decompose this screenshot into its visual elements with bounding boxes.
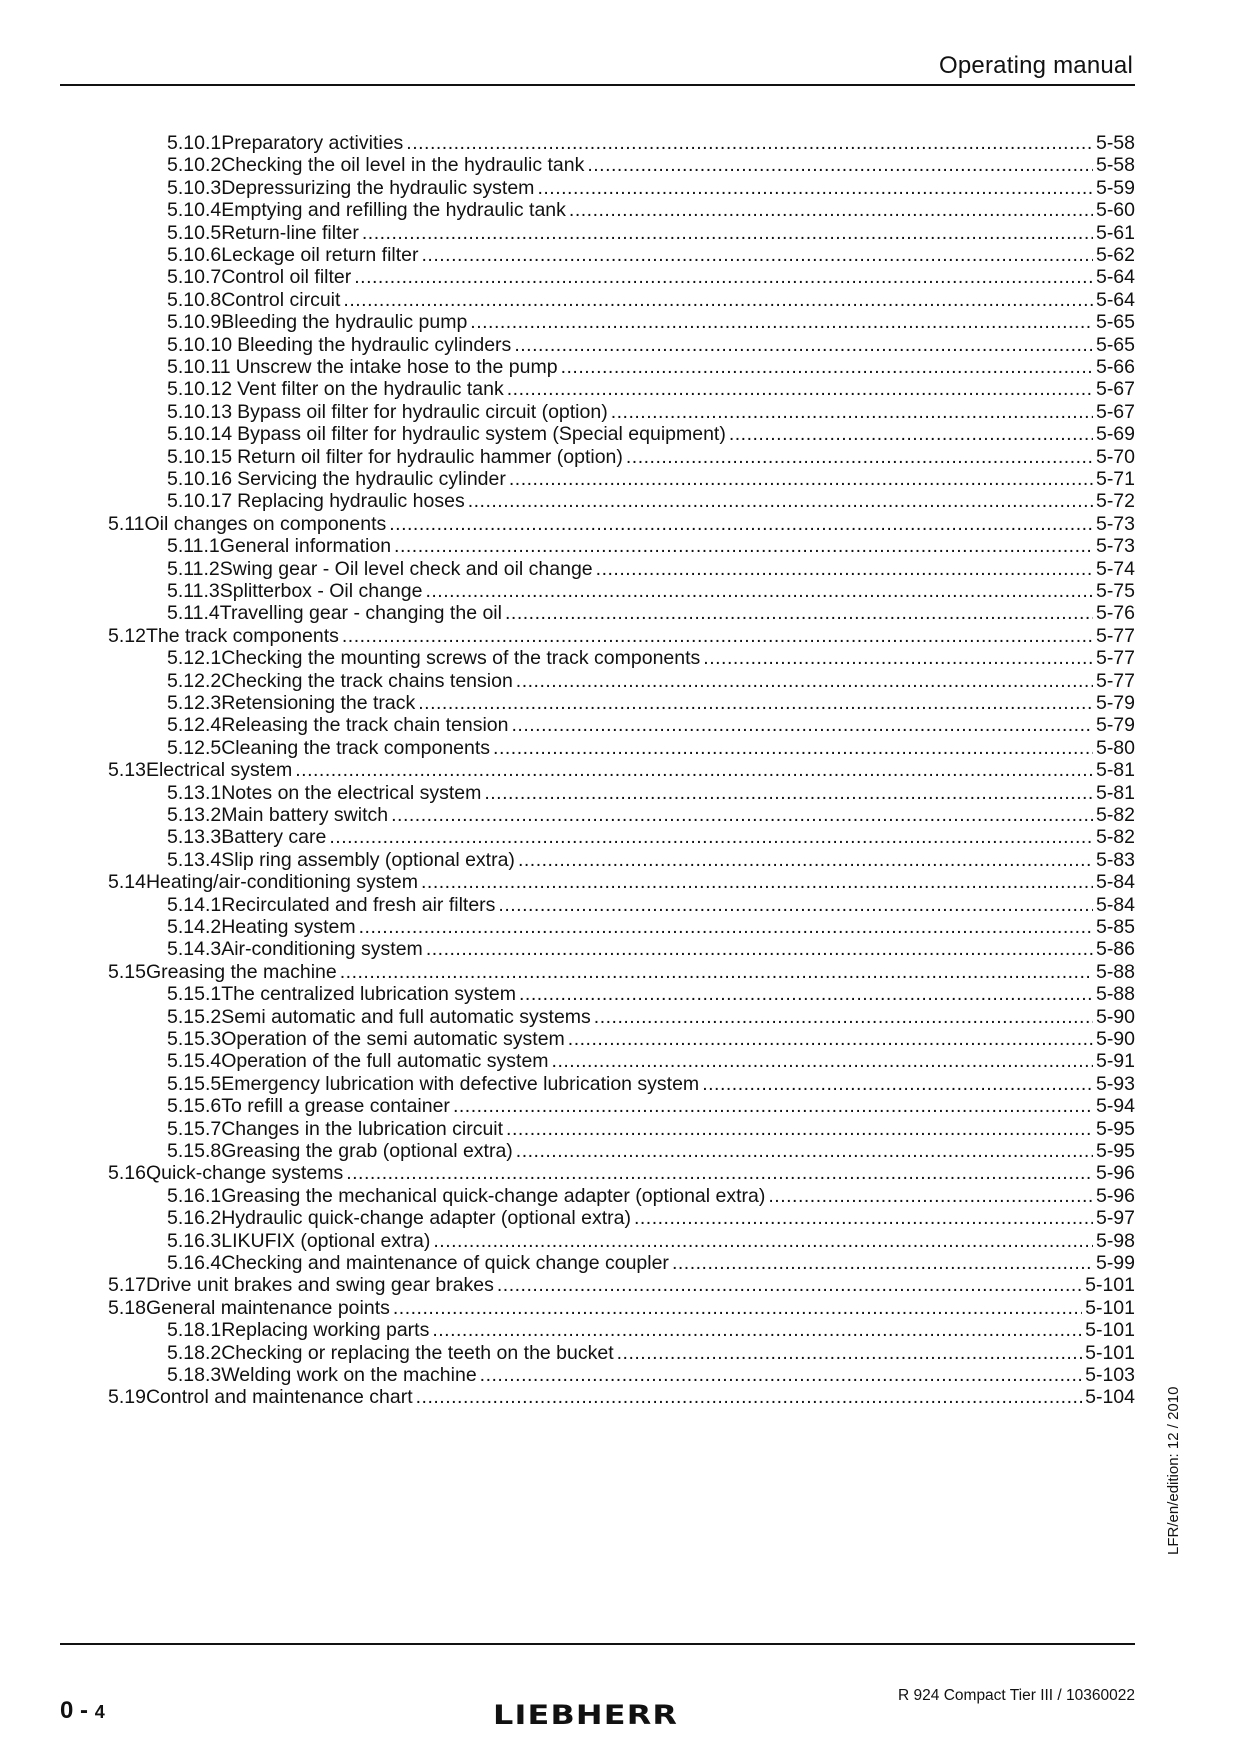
toc-dot-leader bbox=[537, 176, 1093, 201]
toc-dot-leader bbox=[514, 333, 1093, 358]
toc-number: 5.14.1 bbox=[167, 893, 222, 916]
toc-subsection-row bbox=[167, 422, 1135, 447]
toc-page-ref: 5-85 bbox=[1095, 916, 1135, 938]
toc-subsection-row bbox=[167, 288, 1135, 313]
toc-page-ref: 5-93 bbox=[1095, 1072, 1135, 1095]
toc-subsection-row bbox=[167, 1206, 1135, 1231]
toc-dot-leader bbox=[594, 1005, 1093, 1030]
toc-page-ref: 5-90 bbox=[1095, 1005, 1135, 1028]
toc-page-ref: 5-84 bbox=[1095, 871, 1135, 894]
toc-title: Checking or replacing the teeth on the bucket bbox=[221, 1341, 614, 1364]
toc-number: 5.15.6 bbox=[167, 1095, 222, 1118]
toc-page-ref: 5-81 bbox=[1095, 759, 1135, 782]
toc-subsection-row bbox=[167, 221, 1135, 246]
toc-subsection-row bbox=[167, 1318, 1135, 1343]
toc-subsection-row bbox=[167, 243, 1135, 268]
toc-number: 5.13.4 bbox=[167, 848, 222, 871]
toc-subsection-row bbox=[167, 982, 1135, 1007]
toc-subsection-row bbox=[167, 1229, 1135, 1254]
toc-section-row bbox=[108, 1161, 1135, 1186]
toc-subsection-row bbox=[167, 153, 1135, 178]
toc-title: Bleeding the hydraulic pump bbox=[221, 311, 468, 334]
toc-dot-leader bbox=[295, 758, 1093, 783]
toc-title: Control oil filter bbox=[221, 266, 352, 289]
toc-dot-leader bbox=[389, 512, 1093, 537]
toc-number: 5.10.14 bbox=[167, 423, 233, 446]
toc-page-ref: 5-84 bbox=[1095, 893, 1135, 916]
toc-number: 5.11.2 bbox=[167, 557, 220, 580]
toc-dot-leader bbox=[509, 467, 1093, 492]
toc-subsection-row bbox=[167, 1072, 1135, 1097]
toc-page-ref: 5-67 bbox=[1095, 378, 1135, 401]
toc-dot-leader bbox=[484, 781, 1093, 806]
toc-title: Slip ring assembly (optional extra) bbox=[221, 848, 515, 871]
toc-number: 5.12.1 bbox=[167, 647, 222, 670]
toc-dot-leader bbox=[426, 937, 1093, 962]
toc-dot-leader bbox=[672, 1251, 1093, 1276]
toc-dot-leader bbox=[568, 1027, 1093, 1052]
toc-title: Quick-change systems bbox=[145, 1162, 344, 1185]
toc-page-ref: 5-86 bbox=[1095, 938, 1135, 961]
toc-number: 5.15 bbox=[108, 960, 146, 983]
edition-label: LFR/en/edition: 12 / 2010 bbox=[1165, 1386, 1182, 1555]
toc-number: 5.18.3 bbox=[167, 1364, 222, 1386]
toc-subsection-row bbox=[167, 1184, 1135, 1209]
toc-dot-leader bbox=[519, 982, 1093, 1007]
toc-number: 5.12.5 bbox=[167, 736, 222, 759]
toc-title: Changes in the lubrication circuit bbox=[221, 1117, 504, 1140]
toc-dot-leader bbox=[587, 153, 1093, 178]
toc-title: Return oil filter for hydraulic hammer (option) bbox=[237, 445, 623, 468]
toc-title: Electrical system bbox=[145, 759, 293, 782]
toc-dot-leader bbox=[425, 579, 1093, 604]
toc-number: 5.15.4 bbox=[167, 1050, 222, 1073]
toc-number: 5.16.2 bbox=[167, 1207, 222, 1230]
toc-dot-leader bbox=[511, 713, 1092, 738]
toc-page-ref: 5-75 bbox=[1095, 580, 1135, 602]
toc-section-row bbox=[108, 1296, 1135, 1321]
toc-number: 5.10.7 bbox=[167, 266, 222, 289]
toc-title: Drive unit brakes and swing gear brakes bbox=[145, 1274, 494, 1297]
toc-dot-leader bbox=[418, 691, 1093, 716]
toc-dot-leader bbox=[354, 265, 1093, 290]
toc-section-row bbox=[108, 870, 1135, 895]
toc-number: 5.15.2 bbox=[167, 1005, 222, 1028]
toc-number: 5.10.11 bbox=[167, 356, 231, 378]
toc-subsection-row bbox=[167, 176, 1135, 201]
toc-page-ref: 5-72 bbox=[1095, 490, 1135, 513]
toc-dot-leader bbox=[518, 848, 1093, 873]
toc-dot-leader bbox=[561, 355, 1093, 380]
toc-dot-leader bbox=[340, 960, 1093, 985]
toc-number: 5.17 bbox=[108, 1274, 146, 1297]
toc-title: Heating/air-conditioning system bbox=[145, 871, 419, 894]
page-number-sub: 4 bbox=[94, 1702, 105, 1722]
toc-title: Notes on the electrical system bbox=[221, 781, 482, 804]
toc-number: 5.10.4 bbox=[167, 199, 222, 222]
toc-page-ref: 5-82 bbox=[1095, 804, 1135, 826]
toc-title: Control circuit bbox=[221, 288, 341, 311]
toc-number: 5.10.5 bbox=[167, 221, 222, 244]
toc-title: Operation of the full automatic system bbox=[221, 1050, 549, 1073]
toc-subsection-row bbox=[167, 310, 1135, 335]
toc-number: 5.13 bbox=[108, 759, 146, 782]
toc-dot-leader bbox=[703, 646, 1093, 671]
toc-title: The track components bbox=[145, 624, 339, 647]
toc-subsection-row bbox=[167, 1005, 1135, 1030]
toc-page-ref: 5-82 bbox=[1095, 826, 1135, 849]
toc-title: Hydraulic quick-change adapter (optional extra) bbox=[221, 1207, 631, 1230]
toc-number: 5.13.1 bbox=[167, 781, 222, 804]
toc-page-ref: 5-73 bbox=[1095, 535, 1135, 558]
toc-page-ref: 5-65 bbox=[1095, 311, 1135, 334]
toc-title: Emergency lubrication with defective lubrication system bbox=[221, 1072, 700, 1095]
toc-subsection-row bbox=[167, 937, 1135, 962]
toc-page-ref: 5-97 bbox=[1095, 1207, 1135, 1230]
toc-page-ref: 5-95 bbox=[1095, 1117, 1135, 1140]
toc-page-ref: 5-66 bbox=[1095, 356, 1135, 378]
toc-subsection-row bbox=[167, 1049, 1135, 1074]
toc-page-ref: 5-83 bbox=[1095, 848, 1135, 871]
toc-page-ref: 5-88 bbox=[1095, 960, 1135, 983]
toc-page-ref: 5-60 bbox=[1095, 199, 1135, 222]
toc-number: 5.18 bbox=[108, 1296, 146, 1319]
toc-dot-leader bbox=[453, 1094, 1093, 1119]
toc-page-ref: 5-101 bbox=[1085, 1319, 1135, 1342]
toc-page-ref: 5-95 bbox=[1095, 1140, 1135, 1162]
toc-number: 5.15.8 bbox=[167, 1140, 222, 1162]
toc-subsection-row bbox=[167, 131, 1135, 156]
toc-dot-leader bbox=[516, 669, 1093, 694]
toc-title: Swing gear - Oil level check and oil change bbox=[219, 557, 593, 580]
toc-subsection-row bbox=[167, 713, 1135, 738]
toc-dot-leader bbox=[505, 601, 1093, 626]
toc-subsection-row bbox=[167, 915, 1135, 940]
toc-number: 5.12 bbox=[108, 624, 146, 647]
toc-subsection-row bbox=[167, 377, 1135, 402]
footer-rule bbox=[60, 1643, 1135, 1645]
toc-number: 5.16 bbox=[108, 1162, 146, 1185]
toc-subsection-row bbox=[167, 1139, 1135, 1164]
toc-title: Servicing the hydraulic cylinder bbox=[237, 468, 506, 490]
model-reference: R 924 Compact Tier III / 10360022 bbox=[898, 1687, 1135, 1704]
toc-page-ref: 5-73 bbox=[1095, 512, 1135, 535]
toc-number: 5.15.5 bbox=[167, 1072, 222, 1095]
toc-title: Greasing the grab (optional extra) bbox=[221, 1140, 513, 1162]
toc-page-ref: 5-76 bbox=[1095, 602, 1135, 625]
toc-number: 5.10.1 bbox=[167, 132, 222, 154]
toc-section-row bbox=[108, 960, 1135, 985]
page-number-main: 0 - bbox=[60, 1697, 89, 1724]
toc-number: 5.13.2 bbox=[167, 804, 222, 826]
toc-dot-leader bbox=[343, 288, 1093, 313]
toc-subsection-row bbox=[167, 355, 1135, 380]
toc-dot-leader bbox=[493, 736, 1093, 761]
toc-dot-leader bbox=[552, 1049, 1093, 1074]
toc-title: Depressurizing the hydraulic system bbox=[221, 176, 535, 199]
toc-subsection-row bbox=[167, 579, 1135, 604]
toc-dot-leader bbox=[421, 870, 1093, 895]
toc-dot-leader bbox=[729, 422, 1093, 447]
toc-title: Control and maintenance chart bbox=[145, 1386, 413, 1409]
toc-number: 5.14.3 bbox=[167, 938, 222, 961]
toc-subsection-row bbox=[167, 601, 1135, 626]
toc-title: Checking the oil level in the hydraulic tank bbox=[221, 154, 585, 177]
toc-subsection-row bbox=[167, 445, 1135, 470]
toc-subsection-row bbox=[167, 265, 1135, 290]
toc-section-row bbox=[108, 758, 1135, 783]
toc-subsection-row bbox=[167, 1341, 1135, 1366]
toc-page-ref: 5-69 bbox=[1095, 423, 1135, 446]
toc-number: 5.10.15 bbox=[167, 445, 233, 468]
toc-dot-leader bbox=[342, 624, 1093, 649]
toc-number: 5.12.4 bbox=[167, 714, 222, 737]
toc-page-ref: 5-99 bbox=[1095, 1252, 1135, 1274]
toc-title: Welding work on the machine bbox=[221, 1364, 477, 1386]
toc-dot-leader bbox=[422, 243, 1093, 268]
toc-subsection-row bbox=[167, 736, 1135, 761]
toc-title: The centralized lubrication system bbox=[221, 983, 517, 1006]
toc-page-ref: 5-65 bbox=[1095, 333, 1135, 356]
toc-page-ref: 5-58 bbox=[1095, 132, 1135, 154]
toc-page-ref: 5-94 bbox=[1095, 1095, 1135, 1118]
toc-title: Greasing the machine bbox=[145, 960, 337, 983]
toc-number: 5.10.8 bbox=[167, 288, 222, 311]
toc-number: 5.13.3 bbox=[167, 826, 222, 849]
toc-number: 5.19 bbox=[108, 1386, 146, 1409]
toc-number: 5.10.2 bbox=[167, 154, 222, 177]
toc-subsection-row bbox=[167, 825, 1135, 850]
toc-page-ref: 5-101 bbox=[1085, 1296, 1135, 1319]
toc-title: Preparatory activities bbox=[221, 132, 404, 154]
toc-subsection-row bbox=[167, 400, 1135, 425]
toc-subsection-row bbox=[167, 781, 1135, 806]
toc-page-ref: 5-59 bbox=[1095, 176, 1135, 199]
toc-page-ref: 5-67 bbox=[1095, 400, 1135, 423]
toc-title: Splitterbox - Oil change bbox=[219, 580, 423, 602]
toc-page-ref: 5-70 bbox=[1095, 445, 1135, 468]
toc-page-ref: 5-91 bbox=[1095, 1050, 1135, 1073]
toc-title: Bypass oil filter for hydraulic circuit (option) bbox=[237, 400, 608, 423]
toc-page-ref: 5-88 bbox=[1095, 983, 1135, 1006]
toc-number: 5.11.3 bbox=[167, 580, 220, 602]
toc-page-ref: 5-58 bbox=[1095, 154, 1135, 177]
toc-number: 5.11 bbox=[108, 512, 145, 535]
liebherr-logo: LIEBHERR bbox=[493, 1700, 679, 1731]
toc-number: 5.12.3 bbox=[167, 692, 222, 714]
toc-title: Air-conditioning system bbox=[221, 938, 423, 961]
toc-title: To refill a grease container bbox=[221, 1095, 450, 1118]
toc-page-ref: 5-61 bbox=[1095, 221, 1135, 244]
toc-number: 5.11.4 bbox=[167, 602, 220, 625]
toc-number: 5.12.2 bbox=[167, 669, 222, 692]
toc-dot-leader bbox=[470, 310, 1093, 335]
toc-title: Retensioning the track bbox=[221, 692, 416, 714]
toc-title: Return-line filter bbox=[221, 221, 359, 244]
toc-subsection-row bbox=[167, 333, 1135, 358]
toc-dot-leader bbox=[480, 1363, 1082, 1388]
toc-number: 5.16.3 bbox=[167, 1229, 222, 1252]
toc-page-ref: 5-96 bbox=[1095, 1184, 1135, 1207]
toc-page-ref: 5-64 bbox=[1095, 266, 1135, 289]
toc-number: 5.15.1 bbox=[167, 983, 222, 1006]
toc-title: Vent filter on the hydraulic tank bbox=[237, 378, 504, 401]
toc-title: Emptying and refilling the hydraulic tank bbox=[221, 199, 566, 222]
toc-subsection-row bbox=[167, 669, 1135, 694]
toc-dot-leader bbox=[393, 1296, 1082, 1321]
toc-section-row bbox=[108, 624, 1135, 649]
toc-title: General information bbox=[219, 535, 392, 558]
toc-dot-leader bbox=[359, 915, 1093, 940]
toc-subsection-row bbox=[167, 1363, 1135, 1388]
toc-dot-leader bbox=[346, 1161, 1093, 1186]
toc-dot-leader bbox=[569, 198, 1093, 223]
toc-page-ref: 5-77 bbox=[1095, 647, 1135, 670]
toc-title: Bypass oil filter for hydraulic system (Special equipment) bbox=[237, 423, 726, 446]
toc-section-row bbox=[108, 1273, 1135, 1298]
toc-number: 5.14.2 bbox=[167, 916, 222, 938]
page-header-title: Operating manual bbox=[939, 52, 1133, 79]
toc-dot-leader bbox=[611, 400, 1093, 425]
toc-page-ref: 5-71 bbox=[1095, 468, 1135, 490]
toc-subsection-row bbox=[167, 467, 1135, 492]
toc-dot-leader bbox=[498, 893, 1093, 918]
toc-dot-leader bbox=[626, 445, 1093, 470]
toc-subsection-row bbox=[167, 803, 1135, 828]
toc-dot-leader bbox=[433, 1229, 1093, 1254]
toc-title: Checking and maintenance of quick change coupler bbox=[221, 1252, 669, 1274]
toc-title: LIKUFIX (optional extra) bbox=[221, 1229, 431, 1252]
toc-page-ref: 5-77 bbox=[1095, 669, 1135, 692]
toc-subsection-row bbox=[167, 1094, 1135, 1119]
toc-title: Checking the track chains tension bbox=[221, 669, 513, 692]
toc-dot-leader bbox=[768, 1184, 1093, 1209]
toc-title: Greasing the mechanical quick-change adapter (optional extra) bbox=[221, 1184, 766, 1207]
toc-title: Cleaning the track components bbox=[221, 736, 491, 759]
toc-title: Unscrew the intake hose to the pump bbox=[235, 356, 558, 378]
toc-subsection-row bbox=[167, 1251, 1135, 1276]
toc-dot-leader bbox=[702, 1072, 1093, 1097]
toc-number: 5.10.10 bbox=[167, 333, 233, 356]
toc-page-ref: 5-96 bbox=[1095, 1162, 1135, 1185]
toc-number: 5.10.16 bbox=[167, 468, 233, 490]
toc-number: 5.10.13 bbox=[167, 400, 233, 423]
toc-dot-leader bbox=[506, 1117, 1093, 1142]
toc-subsection-row bbox=[167, 1117, 1135, 1142]
toc-page-ref: 5-62 bbox=[1095, 244, 1135, 266]
toc-section-row bbox=[108, 1385, 1135, 1410]
toc-page-ref: 5-103 bbox=[1085, 1364, 1135, 1386]
toc-title: Replacing hydraulic hoses bbox=[237, 490, 465, 513]
toc-number: 5.10.12 bbox=[167, 378, 233, 401]
toc-dot-leader bbox=[406, 131, 1093, 156]
toc-dot-leader bbox=[329, 825, 1093, 850]
header-rule bbox=[60, 84, 1135, 86]
toc-title: Releasing the track chain tension bbox=[221, 714, 509, 737]
toc-title: Heating system bbox=[221, 916, 356, 938]
toc-title: Checking the mounting screws of the track components bbox=[221, 647, 701, 670]
toc-subsection-row bbox=[167, 198, 1135, 223]
toc-dot-leader bbox=[362, 221, 1093, 246]
toc-title: Main battery switch bbox=[221, 804, 389, 826]
toc-number: 5.10.6 bbox=[167, 244, 222, 266]
toc-number: 5.16.4 bbox=[167, 1252, 222, 1274]
toc-page-ref: 5-79 bbox=[1095, 714, 1135, 737]
toc-page-ref: 5-77 bbox=[1095, 624, 1135, 647]
toc-number: 5.16.1 bbox=[167, 1184, 222, 1207]
toc-subsection-row bbox=[167, 557, 1135, 582]
toc-section-row bbox=[108, 512, 1135, 537]
toc-dot-leader bbox=[468, 489, 1093, 514]
toc-number: 5.11.1 bbox=[167, 535, 220, 558]
toc-subsection-row bbox=[167, 691, 1135, 716]
toc-number: 5.15.7 bbox=[167, 1117, 222, 1140]
toc-page-ref: 5-81 bbox=[1095, 781, 1135, 804]
toc-subsection-row bbox=[167, 848, 1135, 873]
toc-title: Travelling gear - changing the oil bbox=[219, 602, 502, 625]
page-number bbox=[60, 1697, 105, 1725]
toc-number: 5.10.3 bbox=[167, 176, 222, 199]
toc-subsection-row bbox=[167, 489, 1135, 514]
toc-page-ref: 5-101 bbox=[1085, 1274, 1135, 1297]
toc-subsection-row bbox=[167, 893, 1135, 918]
toc-dot-leader bbox=[507, 377, 1093, 402]
toc-page-ref: 5-64 bbox=[1095, 288, 1135, 311]
toc-number: 5.15.3 bbox=[167, 1028, 222, 1050]
toc-title: Leckage oil return filter bbox=[221, 244, 419, 266]
toc-subsection-row bbox=[167, 1027, 1135, 1052]
toc-page-ref: 5-79 bbox=[1095, 692, 1135, 714]
toc-number: 5.18.1 bbox=[167, 1319, 222, 1342]
toc-subsection-row bbox=[167, 646, 1135, 671]
toc-page-ref: 5-74 bbox=[1095, 557, 1135, 580]
toc-dot-leader bbox=[432, 1318, 1082, 1343]
toc-title: Oil changes on components bbox=[144, 512, 387, 535]
toc-dot-leader bbox=[516, 1139, 1093, 1164]
toc-page-ref: 5-101 bbox=[1085, 1341, 1135, 1364]
toc-page-ref: 5-80 bbox=[1095, 736, 1135, 759]
toc-dot-leader bbox=[634, 1206, 1093, 1231]
toc-dot-leader bbox=[617, 1341, 1082, 1366]
toc-title: Recirculated and fresh air filters bbox=[221, 893, 496, 916]
toc-dot-leader bbox=[394, 534, 1093, 559]
toc-dot-leader bbox=[416, 1385, 1083, 1410]
toc-number: 5.10.17 bbox=[167, 490, 233, 513]
toc-subsection-row bbox=[167, 534, 1135, 559]
toc-number: 5.14 bbox=[108, 871, 146, 894]
toc-title: General maintenance points bbox=[145, 1296, 390, 1319]
toc-title: Operation of the semi automatic system bbox=[221, 1028, 565, 1050]
toc-dot-leader bbox=[391, 803, 1093, 828]
toc-title: Bleeding the hydraulic cylinders bbox=[237, 333, 512, 356]
toc-page-ref: 5-90 bbox=[1095, 1028, 1135, 1050]
toc-number: 5.18.2 bbox=[167, 1341, 222, 1364]
toc-dot-leader bbox=[497, 1273, 1082, 1298]
toc-dot-leader bbox=[596, 557, 1093, 582]
toc-number: 5.10.9 bbox=[167, 311, 222, 334]
toc-page-ref: 5-98 bbox=[1095, 1229, 1135, 1252]
toc-title: Semi automatic and full automatic systems bbox=[221, 1005, 591, 1028]
toc-title: Replacing working parts bbox=[221, 1319, 430, 1342]
toc-title: Battery care bbox=[221, 826, 327, 849]
toc-page-ref: 5-104 bbox=[1085, 1386, 1135, 1409]
